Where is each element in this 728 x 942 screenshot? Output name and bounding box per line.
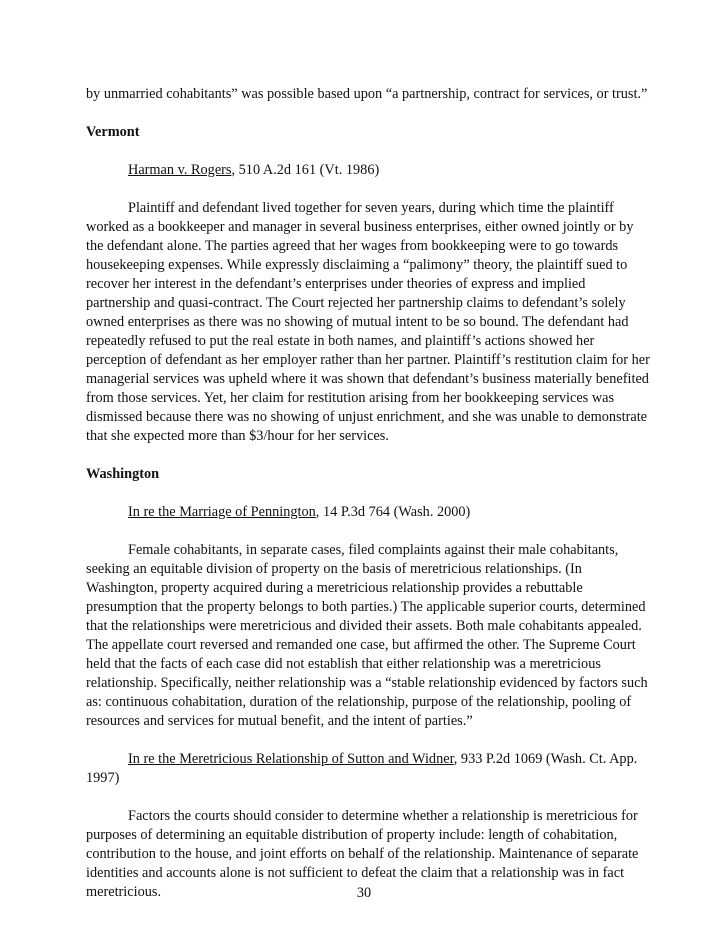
spacer: [86, 142, 652, 161]
case-summary: Plaintiff and defendant lived together for seven years, during which time the plaintiff worked as a bookkeeper and manager in several business enterprises, either owned jointly or by the defendant alone. The parties agreed that her wages from bookkeeping were to go towards housekeeping expenses. While expressly disclaiming a “palimony” theory, the plaintiff sued to recover her interest in the defendant’s enterprises under theories of express and implied partnership and quasi-contract. The Court rejected her partnership claims to defendant’s solely owned enterprises as there was no showing of mutual intent to be so bound. The defendant had repeatedly refused to put the real estate in both names, and plaintiff’s actions showed her perception of defendant as her employer rather than her partner. Plaintiff’s restitution claim for her managerial services was upheld where it was shown that defendant’s business materially benefited from those services. Yet, her claim for restitution arising from her bookkeeping services was dismissed because there was no showing of unjust enrichment, and she was unable to demonstrate that she expected more than $3/hour for her services.: [86, 200, 650, 444]
case-citation: [86, 750, 652, 788]
case-name: Harman v. Rogers: [128, 162, 232, 178]
intro-paragraph: by unmarried cohabitants” was possible based upon “a partnership, contract for services, or trust.”: [86, 86, 648, 102]
spacer: [86, 788, 652, 807]
section-heading-vermont: Vermont: [86, 124, 140, 140]
case-reporter: , 933 P.2d 1069 (Wash. Ct. App. 1997): [86, 751, 638, 786]
case-citation: [86, 503, 652, 522]
case-citation: [86, 161, 652, 180]
spacer: [86, 522, 652, 541]
spacer: [86, 104, 652, 123]
spacer: [86, 484, 652, 503]
spacer: [86, 446, 652, 465]
spacer: [86, 731, 652, 750]
section-heading-washington: Washington: [86, 466, 160, 482]
case-reporter: , 510 A.2d 161 (Vt. 1986): [231, 162, 380, 178]
case-summary: Factors the courts should consider to determine whether a relationship is meretricious for purposes of determining an equitable distribution of property include: length of cohabitation, contribution to the house, and joint efforts on behalf of the relationship. Maintenance of separate identities and accounts alone is not sufficient to defeat the claim that a relationship was in fact meretricious.: [86, 808, 639, 900]
case-name: In re the Marriage of Pennington: [128, 504, 316, 520]
case-name: In re the Meretricious Relationship of Sutton and Widner: [128, 751, 454, 767]
case-reporter: , 14 P.3d 764 (Wash. 2000): [315, 504, 471, 520]
page-number: 30: [356, 885, 372, 901]
page-body: [86, 85, 652, 902]
spacer: [86, 180, 652, 199]
case-summary: Female cohabitants, in separate cases, filed complaints against their male cohabitants, seeking an equitable division of property on the basis of meretricious relationships. (In Washington, property acquired during a meretricious relationship provides a rebuttable presumption that the property belongs to both parties.) The applicable superior courts, determined that the relationships were meretricious and divided their assets. Both male cohabitants appealed. The appellate court reversed and remanded one case, but affirmed the other. The Supreme Court held that the facts of each case did not establish that either relationship was a meretricious relationship. Specifically, neither relationship was a “stable relationship evidenced by factors such as: continuous cohabitation, duration of the relationship, purpose of the relationship, pooling of resources and services for mutual benefit, and the intent of parties.”: [86, 542, 648, 729]
